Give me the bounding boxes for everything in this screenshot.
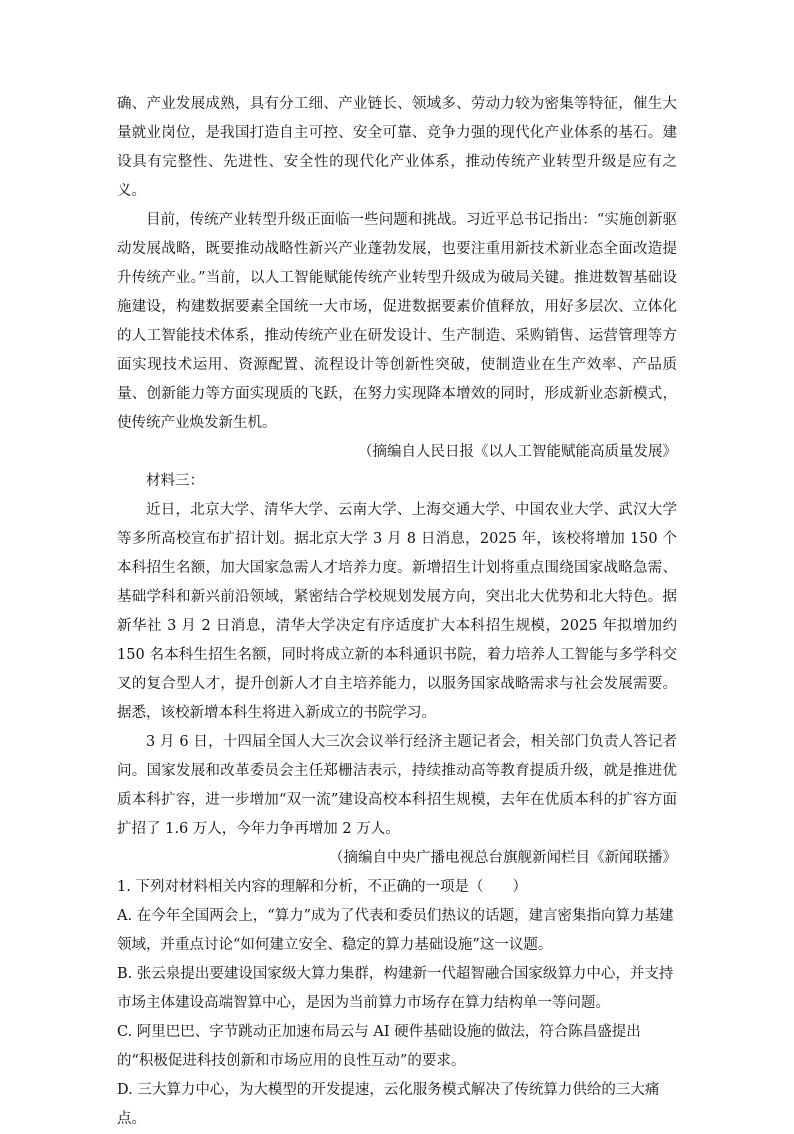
question-option-d: D. 三大算力中心，为大模型的开发提速，云化服务模式解决了传统算力供给的三大痛点。	[117, 1082, 660, 1127]
question-option-c: C. 阿里巴巴、字节跳动正加速布局云与 AI 硬件基础设施的做法，符合陈昌盛提出的“积极促进科技创新和市场应用的良性互动”的要求。	[117, 1024, 641, 1069]
question-option-b: B. 张云泉提出要建设国家级大算力集群，构建新一代超智融合国家级算力中心，并支持市场主体建设高端智算中心，是因为当前算力市场存在算力结构单一等问题。	[117, 966, 674, 1011]
paragraph-press-conference: 3 月 6 日，十四届全国人大三次会议举行经济主题记者会，相关部门负责人答记者问。国家发展和改革委员会主任郑栅洁表示，持续推动高等教育提质升级，就是推进优质本科扩容，进一步增加“双一流”建设高校本科招生规模，去年在优质本科的扩容方面扩招了 1.6 万人，今年力争再增加 2 万人。	[117, 734, 677, 837]
paragraph-continued: 确、产业发展成熟，具有分工细、产业链长、领域多、劳动力较为密集等特征，催生大量就业岗位，是我国打造自主可控、安全可靠、竞争力强的现代化产业体系的基石。建设具有完整性、先进性、安全性的现代化产业体系，推动传统产业转型升级是应有之义。	[117, 96, 677, 199]
source-citation-2: （摘编自中央广播电视总台旗舰新闻栏目《新闻联播》	[329, 850, 677, 866]
question-stem: 1. 下列对材料相关内容的理解和分析，不正确的一项是（ ）	[117, 879, 527, 895]
material-three-heading: 材料三：	[146, 473, 204, 489]
paragraph-industry-upgrade: 目前，传统产业转型升级正面临一些问题和挑战。习近平总书记指出：“实施创新驱动发展战略，既要推动战略性新兴产业蓬勃发展，也要注重用新技术新业态全面改造提升传统产业。”当前，以人工智能赋能传统产业转型升级成为破局关键。推进数智基础设施建设，构建数据要素全国统一大市场，促进数据要素价值释放，用好多层次、立体化的人工智能技术体系，推动传统产业在研发设计、生产制造、采购销售、运营管理等方面实现技术运用、资源配置、流程设计等创新性突破，使制造业在生产效率、产品质量、创新能力等方面实现质的飞跃，在努力实现降本增效的同时，形成新业态新模式，使传统产业焕发新生机。	[117, 212, 677, 431]
paragraph-university-expansion: 近日，北京大学、清华大学、云南大学、上海交通大学、中国农业大学、武汉大学等多所高校宣布扩招计划。据北京大学 3 月 8 日消息，2025 年，该校将增加 150 个本科招生名额，加大国家急需人才培养力度。新增招生计划将重点围绕国家战略急需、基础学科和新兴前沿领域，紧密结合学校规划发展方向，突出北大优势和北大特色。据新华社 3 月 2 日消息，清华大学决定有序适度扩大本科招生规模，2025 年拟增加约 150 名本科生招生名额，同时将成立新的本科通识书院，着力培养人工智能与多学科交叉的复合型人才，提升创新人才自主培养能力，以服务国家战略需求与社会发展需要。据悉，该校新增本科生将进入新成立的书院学习。	[117, 502, 677, 721]
document-page	[117, 90, 677, 1134]
source-citation-1: （摘编自人民日报《以人工智能赋能高质量发展》	[358, 444, 677, 460]
question-option-a: A. 在今年全国两会上，“算力”成为了代表和委员们热议的话题，建言密集指向算力基建领域，并重点讨论“如何建立安全、稳定的算力基础设施”这一议题。	[117, 908, 674, 953]
